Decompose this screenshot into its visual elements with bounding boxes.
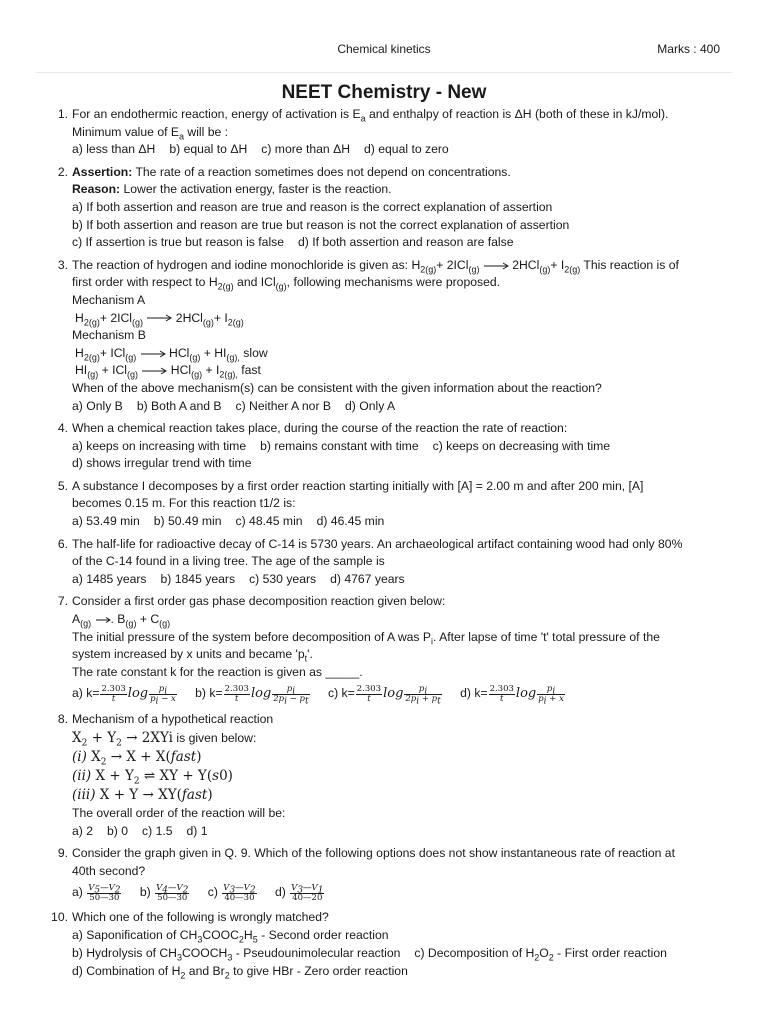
option-d[interactable]: d) 1 xyxy=(186,823,208,838)
question-number: 6. xyxy=(57,536,68,551)
question-text: system increased by x units and became '$p_t$'. xyxy=(72,647,313,664)
question-text: For an endothermic reaction, energy of activation is $E_a$ and enthalpy of reaction is ΔH (both of these in kJ/mol). xyxy=(72,107,669,124)
option-a[interactable]: a) keeps on increasing with time xyxy=(72,438,247,453)
option-a[interactable]: a) 53.49 min xyxy=(72,514,140,529)
option-d[interactable]: d) If both assertion and reason are false xyxy=(298,235,514,250)
question-10 xyxy=(50,909,734,980)
option-row xyxy=(72,880,734,904)
reaction-arrow-icon xyxy=(483,262,509,270)
option-d[interactable]: d) Combination of $H_2$ and $Br_2$ to give HBr - Zero order reaction xyxy=(72,963,408,981)
option-row xyxy=(72,398,734,416)
option-a[interactable]: a) Saponification of $CH_3COOC_2H_5$ - Second order reaction xyxy=(72,928,389,945)
question-number: 3. xyxy=(57,257,68,272)
option-b[interactable]: b) Both A and B xyxy=(136,398,222,413)
reaction-arrow-icon xyxy=(95,616,111,624)
header-marks: Marks : 400 xyxy=(657,42,720,56)
mechanism-a-equation: $H_{2(g)}+ 2ICl_{(g)}$ $2HCl_{(g)}+ I_{2(g)}$ xyxy=(75,310,244,327)
header-divider xyxy=(36,72,732,73)
option-d[interactable]: d) shows irregular trend with time xyxy=(72,456,252,471)
question-text: Consider a first order gas phase decomposition reaction given below: xyxy=(72,594,446,609)
question-number: 10. xyxy=(51,910,68,925)
fraction: $\frac{V_4—V_2}{50—30}$ xyxy=(156,882,189,903)
option-d[interactable]: d) 46.45 min xyxy=(316,514,385,529)
option-a[interactable]: a) 1485 years xyxy=(72,571,147,586)
option-b[interactable]: b) Hydrolysis of $CH_3COOCH_3$ - Pseudounimolecular reaction xyxy=(72,945,401,963)
question-2 xyxy=(50,164,734,252)
question-5 xyxy=(50,478,734,531)
option-a[interactable]: a) $\frac{V_5—V_2}{50—30}$ xyxy=(72,882,121,903)
option-row xyxy=(72,141,734,159)
header-subject: Chemical kinetics xyxy=(337,42,431,56)
page-title: NEET Chemistry - New xyxy=(281,82,487,103)
option-b[interactable]: b) remains constant with time xyxy=(260,438,419,453)
overall-reaction: $X_2 + Y_2 \to 2XYi$ is given below: xyxy=(72,730,257,749)
question-text: 40th second? xyxy=(72,863,146,878)
option-c[interactable]: c) 530 years xyxy=(249,571,317,586)
option-b[interactable]: b) k= $\frac{2.303}{t}$ log $\frac{p_i}{2p_i - p_t}$ xyxy=(195,683,309,707)
option-a[interactable]: a) If both assertion and reason are true and reason is the correct explanation of assertion xyxy=(72,199,553,214)
option-b[interactable]: b) equal to ΔH xyxy=(169,142,248,157)
option-b[interactable]: b) 50.49 min xyxy=(153,514,222,529)
question-text: When of the above mechanism(s) can be consistent with the given information about the reaction? xyxy=(72,380,602,395)
option-b[interactable]: b) $\frac{V_4—V_2}{50—30}$ xyxy=(139,882,189,903)
option-b[interactable]: b) 1845 years xyxy=(160,571,236,586)
mechanism-b-step-2: $HI_{(g)} + ICl_{(g)}$ $HCl_{(g)} + I_{2(g),}$ fast xyxy=(75,363,261,380)
question-text: The reaction of hydrogen and iodine monochloride is given as: $H_{2(g)}+ 2ICl_{(g)}$ $2HCl_{(g)}+ I_{2(g)}$ This reaction is of xyxy=(72,257,679,275)
question-text: first order with respect to $H_{2(g)}$ and ICl$_{(g)}$, following mechanisms were proposed. xyxy=(72,275,501,292)
option-d[interactable]: d) k= $\frac{2.303}{t}$ log $\frac{p_i}{p_i + x}$ xyxy=(460,683,564,707)
step-1: (i) $X_2 \to X$ + X(fast) xyxy=(72,749,202,768)
fraction: $\frac{V_5—V_2}{50—30}$ xyxy=(88,882,121,903)
option-b[interactable]: b) 0 xyxy=(107,823,129,838)
option-c[interactable]: c) Decomposition of $H_2O_2$ - First order reaction xyxy=(414,945,667,963)
option-c[interactable]: c) 48.45 min xyxy=(235,514,303,529)
fraction: $\frac{p_i}{p_i - x}$ xyxy=(150,683,176,707)
option-c[interactable]: c) keeps on decreasing with time xyxy=(432,438,611,453)
question-number: 4. xyxy=(57,421,68,436)
question-text: The overall order of the reaction will be: xyxy=(72,806,286,820)
question-text: When a chemical reaction takes place, during the course of the reaction the rate of reaction: xyxy=(72,421,568,436)
mechanism-b-label: Mechanism B xyxy=(72,328,146,343)
option-a[interactable]: a) Only B xyxy=(72,398,123,413)
question-number: 2. xyxy=(57,164,68,179)
question-text: Minimum value of $E_a$ will be : xyxy=(72,124,229,142)
option-row xyxy=(72,513,734,531)
question-text: The rate constant k for the reaction is given as _____. xyxy=(72,664,363,679)
option-d[interactable]: d) $\frac{V_3—V_1}{40—20}$ xyxy=(274,882,324,903)
question-text: of the C-14 found in a living tree. The age of the sample is xyxy=(72,554,385,569)
reaction-equation: $A_{(g)}$ . $B_{(g)} + C_{(g)}$ xyxy=(72,612,171,629)
fraction: $\frac{2.303}{t}$ xyxy=(356,683,382,704)
option-a[interactable]: a) k= $\frac{2.303}{t}$ log $\frac{p_i}{p_i - x}$ xyxy=(72,683,176,707)
option-c[interactable]: c) k= $\frac{2.303}{t}$ log $\frac{p_i}{2p_i + p_t}$ xyxy=(327,683,441,707)
question-number: 8. xyxy=(57,712,68,727)
option-b[interactable]: b) If both assertion and reason are true but reason is not the correct explanation of assertion xyxy=(72,217,570,232)
step-3: (iii) X + Y → XY(fast) xyxy=(72,787,213,803)
fraction: $\frac{2.303}{t}$ xyxy=(489,683,514,704)
question-9 xyxy=(50,845,734,904)
fraction: $\frac{2.303}{t}$ xyxy=(101,683,126,704)
question-3 xyxy=(50,257,734,415)
question-4 xyxy=(50,420,734,473)
question-6 xyxy=(50,536,734,589)
fraction: $\frac{2.303}{t}$ xyxy=(224,683,249,704)
option-row xyxy=(72,681,734,706)
question-text: Mechanism of a hypothetical reaction xyxy=(72,712,274,727)
option-d[interactable]: d) equal to zero xyxy=(364,142,449,157)
mechanism-b-step-1: $H_{2(g)}+ ICl_{(g)}$ $HCl_{(g)} + HI_{(g),}$ slow xyxy=(75,345,268,363)
option-row xyxy=(72,945,734,963)
fraction: $\frac{p_i}{2p_i - p_t}$ xyxy=(273,683,309,707)
option-d[interactable]: d) Only A xyxy=(345,398,396,413)
option-a[interactable]: a) less than ΔH xyxy=(72,142,156,157)
question-number: 7. xyxy=(57,594,68,609)
question-1 xyxy=(50,106,734,159)
fraction: $\frac{V_3—V_1}{40—20}$ xyxy=(291,882,324,903)
option-c[interactable]: c) If assertion is true but reason is false xyxy=(72,235,285,250)
mechanism-a-label: Mechanism A xyxy=(72,292,146,307)
assertion-text: Assertion: The rate of a reaction sometimes does not depend on concentrations. xyxy=(72,164,511,179)
option-a[interactable]: a) 2 xyxy=(72,823,94,838)
question-text: becomes 0.15 m. For this reaction t1/2 is: xyxy=(72,496,296,511)
option-d[interactable]: d) 4767 years xyxy=(330,571,405,586)
question-text: A substance I decomposes by a first order reaction starting initially with [A] = 2.00 m and after 200 min, [A] xyxy=(72,478,644,493)
fraction: $\frac{p_i}{p_i + x}$ xyxy=(538,683,564,707)
option-c[interactable]: c) more than ΔH xyxy=(261,142,351,157)
fraction: $\frac{V_3—V_2}{40—30}$ xyxy=(223,882,256,903)
option-c[interactable]: c) 1.5 xyxy=(142,823,173,838)
reaction-arrow-icon xyxy=(146,314,172,322)
question-8 xyxy=(50,711,734,840)
question-text: Consider the graph given in Q. 9. Which of the following options does not show instantaneous rate of reaction at xyxy=(72,846,675,861)
option-row xyxy=(72,234,734,252)
option-c[interactable]: c) $\frac{V_3—V_2}{40—30}$ xyxy=(207,882,256,903)
question-7 xyxy=(50,593,734,706)
option-row xyxy=(72,438,734,456)
step-2: (ii) $X + Y_2$ ⇌ XY + Y(s0) xyxy=(72,768,233,787)
option-row xyxy=(72,571,734,589)
reaction-arrow-icon xyxy=(141,367,167,375)
question-text: The half-life for radioactive decay of C-14 is 5730 years. An archaeological artifact containing wood had only 80% xyxy=(72,536,683,551)
option-row xyxy=(72,823,734,841)
reason-text: Reason: Lower the activation energy, faster is the reaction. xyxy=(72,182,392,197)
reaction-arrow-icon xyxy=(140,350,166,358)
question-number: 1. xyxy=(57,107,68,121)
question-text: The initial pressure of the system before decomposition of A was $P_i$. After lapse of time 't' total pressure of the xyxy=(72,629,660,647)
question-text: Which one of the following is wrongly matched? xyxy=(72,910,329,925)
question-number: 9. xyxy=(57,846,68,861)
option-c[interactable]: c) Neither A nor B xyxy=(235,398,332,413)
question-number: 5. xyxy=(57,478,68,493)
question-list xyxy=(50,106,734,986)
fraction: $\frac{p_i}{2p_i + p_t}$ xyxy=(405,683,441,707)
page-header xyxy=(36,41,732,57)
